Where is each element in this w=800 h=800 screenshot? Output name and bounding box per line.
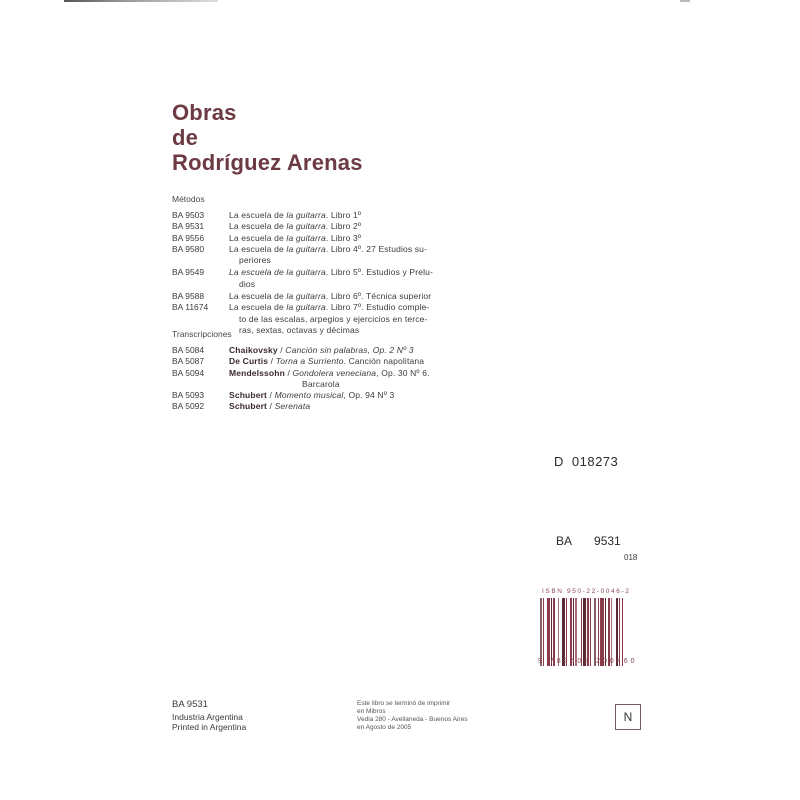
work-description: La escuela de la guitarra. Libro 6º. Técnica superior	[229, 291, 432, 302]
page-edge-shadow	[680, 0, 690, 2]
section-heading-metodos: Métodos	[172, 194, 205, 204]
list-item	[172, 233, 443, 244]
ean-number: 9 789502 200460	[538, 658, 638, 665]
composer: De Curtis	[229, 356, 269, 367]
inventory-stamp: D 018273	[554, 454, 619, 469]
work-description: Mendelssohn / Gondolera veneciana, Op. 30 Nº 6. Barcarola	[229, 367, 430, 389]
work-description: La escuela de la guitarra. Libro 4º. 27 Estudios su- periores	[229, 243, 428, 266]
footer-printed: Printed in Argentina	[172, 722, 247, 732]
metodos-list	[172, 210, 443, 336]
footer-publisher-info	[172, 700, 246, 732]
isbn-barcode	[538, 588, 650, 676]
work-description: Schubert / Serenata	[229, 401, 311, 412]
work-description: Chaikovsky / Canción sin palabras, Op. 2 Nº 3	[229, 345, 414, 355]
list-item	[172, 244, 443, 267]
footer-imprint: Este libro se terminó de imprimir en Mibros Vedia 280 - Avellaneda - Buenos Aires en Agosto de 2005	[357, 700, 468, 731]
work-description: La escuela de la guitarra. Libro 3º	[229, 232, 362, 243]
page-title	[172, 100, 363, 175]
work-description: Schubert / Momento musical, Op. 94 Nº 3	[229, 390, 395, 401]
n-mark-box: N	[615, 704, 641, 730]
list-item	[172, 368, 454, 391]
composer: Chaikovsky	[229, 345, 278, 355]
work-description: La escuela de la guitarra. Libro 2º	[229, 221, 362, 232]
footer-industria: Industria Argentina	[172, 712, 243, 722]
title-line: Rodríguez Arenas	[172, 150, 363, 175]
list-item	[172, 221, 443, 232]
work-description: La escuela de la guitarra. Libro 5º. Estudios y Prelu- dios	[229, 267, 433, 289]
composer: Schubert	[229, 401, 268, 412]
title-line: de	[172, 125, 199, 150]
composer: Schubert	[229, 390, 268, 401]
list-item	[172, 267, 443, 290]
list-item	[172, 291, 443, 302]
catalog-stamp: BA 9531	[556, 534, 621, 548]
isbn-number: ISBN 950-22-0046-2	[542, 588, 631, 595]
catalog-code: BA 5084	[172, 345, 205, 355]
title-line: Obras	[172, 100, 237, 125]
transcripciones-list	[172, 345, 454, 413]
catalog-code: BA 9531	[172, 221, 205, 232]
catalog-code: BA 9503	[172, 210, 205, 220]
barcode-bars	[540, 598, 646, 666]
list-item	[172, 390, 454, 401]
footer-catalog-code: BA 9531	[172, 699, 208, 710]
section-heading-transcripciones: Transcripciones	[172, 329, 232, 339]
list-item	[172, 210, 443, 221]
catalog-code: BA 5092	[172, 401, 205, 412]
catalog-code: BA 9549	[172, 267, 205, 278]
work-description: La escuela de la guitarra. Libro 7º. Estudio comple- to de las escalas, arpegios y ejercicios en terce- ras, sextas, octavas y décimas	[229, 302, 430, 335]
work-description: La escuela de la guitarra. Libro 1º	[229, 210, 362, 220]
catalog-code: BA 9588	[172, 291, 205, 302]
catalog-code: BA 9556	[172, 232, 205, 243]
list-item	[172, 401, 454, 412]
list-item	[172, 356, 454, 367]
catalog-code: BA 9580	[172, 243, 205, 254]
catalog-code: BA 5093	[172, 390, 205, 401]
list-item	[172, 345, 454, 356]
catalog-code: BA 11674	[172, 302, 209, 313]
small-code: 018	[624, 553, 638, 562]
catalog-code: BA 5094	[172, 367, 205, 378]
work-description: De Curtis / Torna a Surriento. Canción napolitana	[229, 356, 425, 367]
catalog-code: BA 5087	[172, 356, 205, 367]
composer: Mendelssohn	[229, 367, 285, 378]
page-edge-shadow	[64, 0, 218, 2]
